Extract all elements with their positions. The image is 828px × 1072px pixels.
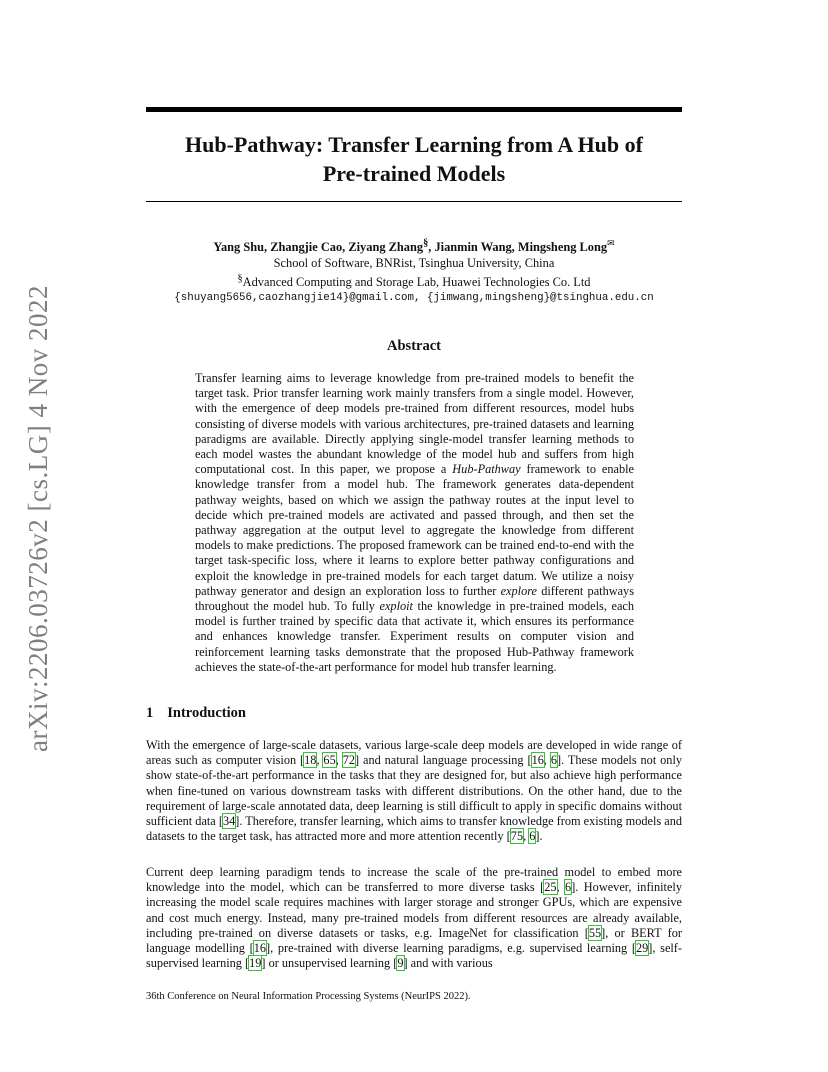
para1-text: ]. These models not only show state-of-the-art performance in the tasks that they are designed for, but also achieve high performance when fine-tuned on various downstream tasks with different distributions. On the other hand, due to the requirement of large-scale annotated data, deep learning is still difficult to apply in specific domains without sufficient data [	[146, 753, 683, 829]
para2-text: ], or BERT for language modelling [	[146, 925, 682, 956]
author-block	[146, 236, 682, 306]
citation-link[interactable]: 6	[550, 753, 557, 768]
citation-link[interactable]: 16	[253, 941, 267, 956]
citation-link[interactable]: 18	[304, 753, 317, 768]
para1-text: ,	[316, 753, 324, 768]
citation-link[interactable]: 19	[249, 956, 262, 971]
author-names-part-1: Yang Shu, Zhangjie Cao, Ziyang Zhang	[213, 240, 424, 255]
affiliation-marker: §	[423, 238, 429, 249]
para1-text: ].	[535, 829, 543, 844]
para2-text: Current deep learning paradigm tends to increase the scale of the pre-trained model to embed more knowledge into the model, which can be transferred to more diverse tasks [	[146, 865, 682, 895]
citation-link[interactable]: 34	[222, 814, 236, 829]
arxiv-identifier-text: arXiv:2206.03726v2 [cs.LG] 4 Nov 2022	[22, 284, 53, 752]
affiliation-2	[146, 271, 682, 290]
citation-link[interactable]: 6	[529, 829, 536, 844]
citation-link[interactable]: 29	[636, 941, 649, 956]
section-title: Introduction	[167, 705, 246, 721]
title-bottom-rule	[146, 201, 682, 202]
author-emails: {shuyang5656,caozhangjie14}@gmail.com, {jimwang,mingsheng}@tsinghua.edu.cn	[174, 292, 654, 305]
section-heading-introduction	[146, 705, 246, 722]
title-top-rule	[146, 107, 682, 112]
author-names	[146, 236, 682, 255]
abstract-text-3: different pathways throughout the model hub. To fully	[195, 583, 634, 614]
para1-text: ,	[335, 753, 343, 768]
section-number: 1	[146, 705, 154, 721]
abstract-text-2: framework to enable knowledge transfer from a model hub. The framework generates data-dependent pathway weights, based on which we assign the pathway routes at the input level to decide which pre-trained models are activated and passed through, and then set the pathway aggregation at the output level to aggregate the knowledge from different models to make predictions. The proposed framework can be trained end-to-end with the target task-specific loss, where it learns to explore better pathway configurations and exploit the knowledge in pre-trained models for each target datum. We utilize a noisy pathway generator and design an exploration loss to further	[195, 462, 634, 598]
para1-text: ,	[543, 753, 551, 768]
citation-link[interactable]: 16	[531, 753, 544, 768]
citation-link[interactable]: 55	[588, 925, 602, 940]
author-names-part-2: , Jianmin Wang, Mingsheng Long	[428, 240, 608, 255]
intro-paragraph-1	[146, 738, 682, 844]
abstract-text	[195, 371, 634, 675]
abstract-emphasis-2: explore	[500, 583, 538, 598]
para2-text: ] and with various	[403, 956, 493, 971]
title-line-1: Hub-Pathway: Transfer Learning from A Hub of	[185, 132, 643, 157]
abstract-heading: Abstract	[387, 338, 441, 354]
para2-text: ], pre-trained with diverse learning paradigms, e.g. supervised learning [	[266, 941, 636, 956]
para1-text: ] and natural language processing [	[355, 753, 532, 768]
envelope-icon: ✉	[607, 239, 615, 249]
arxiv-identifier	[16, 284, 60, 752]
affiliation-2-marker: §	[237, 273, 243, 285]
citation-link[interactable]: 75	[510, 829, 524, 844]
abstract-emphasis-3: exploit	[379, 599, 413, 614]
affiliation-1: School of Software, BNRist, Tsinghua University, China	[273, 256, 555, 271]
citation-link[interactable]: 25	[544, 880, 557, 895]
para2-text: ,	[556, 880, 566, 895]
title-line-2: Pre-trained Models	[322, 161, 506, 186]
para2-text: ], self-supervised learning [	[146, 941, 683, 971]
abstract-text-1: Transfer learning aims to leverage knowledge from pre-trained models to benefit the target task. Prior transfer learning work mainly transfers from a single model. However, with the emergence of deep models pre-trained from different resources, model hubs consisting of diverse models with various architectures, pre-trained datasets and learning paradigms are available. Directly applying single-model transfer learning methods to each model wastes the abundant knowledge of the model hub and suffers from high computational cost. In this paper, we propose a	[195, 371, 634, 477]
para1-text: ,	[523, 829, 530, 844]
citation-link[interactable]: 65	[323, 753, 336, 768]
para2-text: ] or unsupervised learning [	[261, 956, 398, 971]
citation-link[interactable]: 6	[565, 880, 572, 895]
para1-text: ]. Therefore, transfer learning, which aims to transfer knowledge from existing models and datasets to the target task, has attracted more and more attention recently [	[146, 814, 683, 844]
affiliation-2-text: Advanced Computing and Storage Lab, Huawei Technologies Co. Ltd	[242, 275, 591, 290]
para2-text: ]. However, infinitely increasing the model scale requires machines with larger storage and stronger GPUs, which are expensive and cost much energy. Instead, many pre-trained models from different resources are already available, including pre-trained on diverse datasets or tasks, e.g. ImageNet for classification [	[146, 880, 682, 940]
para1-text: With the emergence of large-scale datasets, various large-scale deep models are developed in wide range of areas such as computer vision [	[146, 738, 682, 768]
conference-footnote: 36th Conference on Neural Information Processing Systems (NeurIPS 2022).	[146, 991, 471, 1002]
abstract-emphasis-1: Hub-Pathway	[452, 462, 521, 477]
paper-title	[146, 130, 682, 188]
citation-link[interactable]: 9	[397, 956, 404, 971]
intro-paragraph-2	[146, 865, 682, 971]
abstract-text-4: the knowledge in pre-trained models, each model is further trained by specific data that activate it, which ensures its performance and enhances knowledge transfer. Experiment results on computer vision and reinforcement learning tasks demonstrate that the proposed Hub-Pathway framework achieves the state-of-the-art performance for model hub transfer learning.	[195, 599, 635, 674]
citation-link[interactable]: 72	[342, 753, 355, 768]
